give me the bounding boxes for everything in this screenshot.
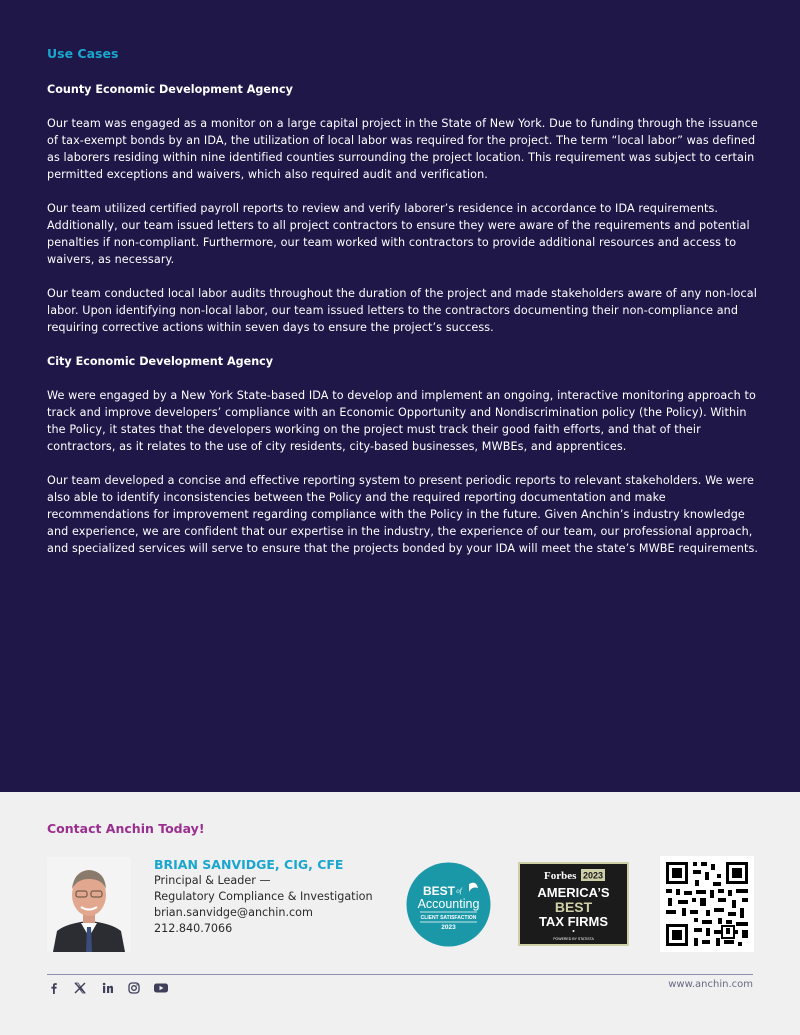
linkedin-icon[interactable] — [101, 980, 127, 994]
qr-code-icon — [660, 856, 754, 952]
city-paragraph-2: Our team developed a concise and effective reporting system to present periodic reports to relevant stakeholders. We were also able to identify inconsistencies between the Policy and the required reporting documentation and make recommendations for improvement regarding compliance with the Policy in the future. Given Anchin’s industry knowledge and experience, we are confident that our expertise in the industry, the experience of our team, our professional approach, and specialized services will serve to ensure that the projects bonded by your IDA will meet the state’s MWBE requirements. — [47, 474, 759, 555]
footer-divider — [47, 974, 753, 975]
forbes-year-text: 2023 — [582, 870, 604, 881]
qr-code[interactable] — [660, 856, 754, 952]
forbes-line1-text: AMERICA’S — [537, 885, 610, 900]
contact-title: Contact Anchin Today! — [47, 821, 205, 836]
forbes-line2-text: BEST — [554, 899, 593, 915]
use-cases-content — [47, 46, 759, 557]
badge-of-text: of — [456, 887, 462, 895]
badge-best-text: BEST — [422, 884, 456, 898]
contact-panel — [0, 792, 800, 1035]
county-paragraph-1: Our team was engaged as a monitor on a large capital project in the State of New York. Due to funding through the issuance of tax-exempt bonds by an IDA, the utilization of local labor was required for the project. The term “local labor” was defined as laborers residing within nine identified counties surrounding the project location. This requirement was subject to certain permitted exceptions and waivers, which also required audit and verification. — [47, 117, 758, 181]
forbes-line3-text: TAX FIRMS — [538, 914, 609, 929]
best-of-accounting-badge — [406, 862, 491, 947]
contact-details — [154, 857, 404, 937]
facebook-icon[interactable] — [47, 980, 73, 994]
contact-email[interactable]: brian.sanvidge@anchin.com — [154, 906, 313, 919]
city-heading: City Economic Development Agency — [47, 355, 274, 368]
contact-phone[interactable]: 212.840.7066 — [154, 922, 233, 935]
badge-client-satisfaction-text: CLIENT SATISFACTION — [420, 915, 477, 921]
youtube-icon[interactable] — [153, 980, 179, 994]
badge-accounting-text: Accounting — [417, 897, 480, 911]
forbes-brand-text: Forbes — [544, 870, 577, 882]
contact-name: BRIAN SANVIDGE, CIG, CFE — [154, 857, 344, 872]
website-link[interactable]: www.anchin.com — [668, 979, 753, 990]
contact-role-1: Principal & Leader — — [154, 874, 271, 887]
county-heading: County Economic Development Agency — [47, 83, 293, 96]
x-icon[interactable] — [73, 980, 101, 994]
contact-role-2: Regulatory Compliance & Investigation — [154, 890, 373, 903]
county-paragraph-3: Our team conducted local labor audits throughout the duration of the project and made stakeholders aware of any non-local labor. Upon identifying non-local labor, our team issued letters to the contractors documenting their non-compliance and requiring corrective actions within seven days to ensure the project’s success. — [47, 287, 757, 334]
social-links — [47, 980, 179, 994]
badge-year-text: 2023 — [441, 924, 456, 931]
forbes-footer-text: POWERED BY STATISTA — [553, 937, 594, 941]
contact-photo — [47, 857, 131, 952]
section-title: Use Cases — [47, 46, 119, 61]
city-paragraph-1: We were engaged by a New York State-based IDA to develop and implement an ongoing, interactive monitoring approach to track and improve developers’ compliance with an Economic Opportunity and Nondiscrimination policy (the Policy). Within the Policy, it states that the developers working on the project must track their good faith efforts, and that of their contractors, as it relates to the use of city residents, city-based businesses, MWBEs, and apprentices. — [47, 389, 756, 453]
county-paragraph-2: Our team utilized certified payroll reports to review and verify laborer’s residence in accordance to IDA requirements. Additionally, our team issued letters to all project contractors to ensure they were aware of the requirements and potential penalties if non-compliant. Furthermore, our team worked with contractors to provide additional resources and access to waivers, as necessary. — [47, 202, 750, 266]
forbes-badge — [518, 862, 629, 946]
instagram-icon[interactable] — [127, 980, 153, 994]
